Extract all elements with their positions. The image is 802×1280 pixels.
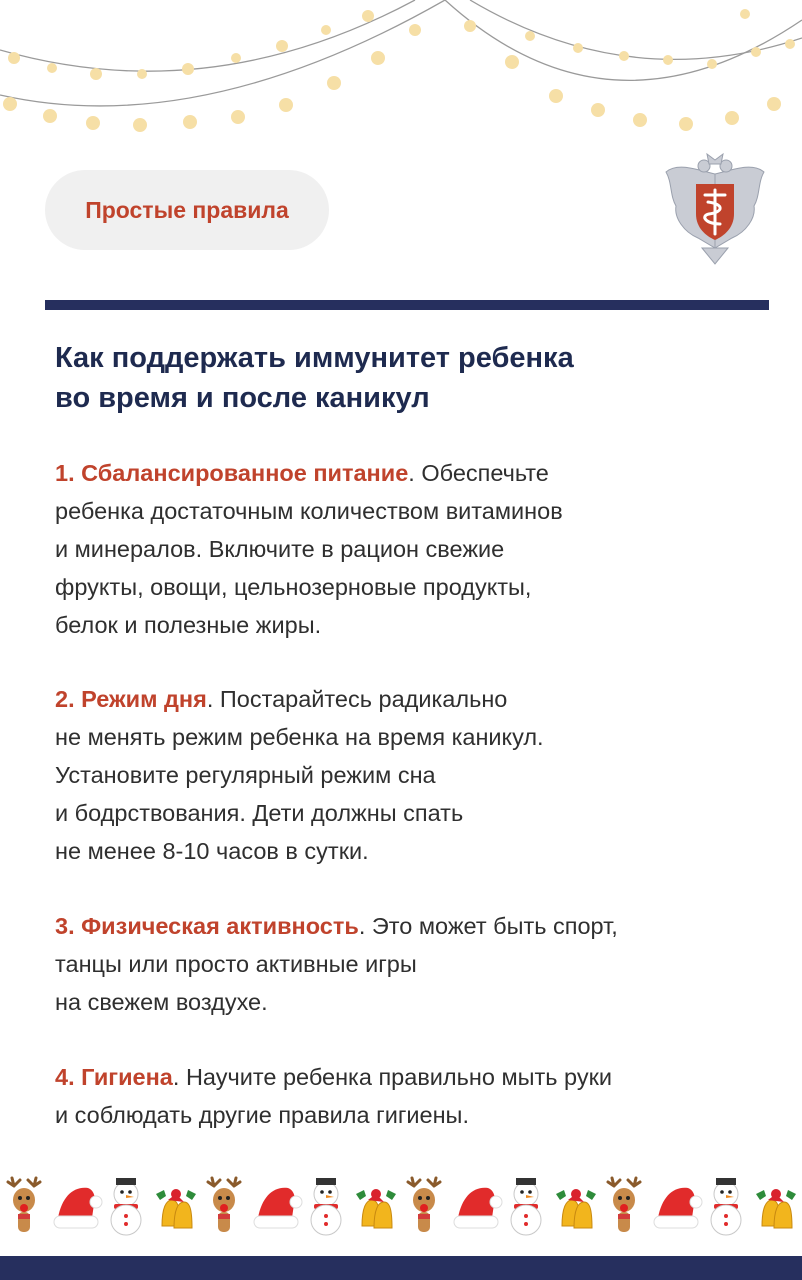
tip-text-line: не менять режим ребенка на время каникул. [55, 724, 544, 750]
santa-hat-icon [454, 1188, 502, 1228]
tip-first-line [55, 907, 795, 945]
tip-text-line: не менее 8-10 часов в сутки. [55, 838, 369, 864]
category-badge-label: Простые правила [85, 196, 289, 223]
bells-icon [156, 1189, 196, 1228]
tip-text-line: танцы или просто активные игры [55, 951, 417, 977]
tip-text: . Постарайтесь радикально [206, 686, 508, 712]
tip-text-line: Установите регулярный режим сна [55, 762, 436, 788]
tip-text-line: белок и полезные жиры. [55, 612, 322, 638]
bells-icon [556, 1189, 596, 1228]
santa-hat-icon [654, 1188, 702, 1228]
tip-first-line [55, 454, 795, 492]
santa-hat-icon [254, 1188, 302, 1228]
tip-text-line: фрукты, овощи, цельнозерновые продукты, [55, 574, 532, 600]
tip-hygiene [55, 1058, 795, 1134]
tip-text-line: и соблюдать другие правила гигиены. [55, 1102, 469, 1128]
tip-text-line: ребенка достаточным количеством витаминов [55, 498, 563, 524]
tip-heading: 3. Физическая активность [55, 913, 359, 939]
garland-lights-decoration [0, 0, 802, 150]
tip-text: . Научите ребенка правильно мыть руки [172, 1064, 613, 1090]
bells-icon [756, 1189, 796, 1228]
tip-text-line: и бодрствования. Дети должны спать [55, 800, 464, 826]
tip-heading: 2. Режим дня [55, 686, 207, 712]
tip-daily-routine [55, 680, 795, 870]
tip-heading: 4. Гигиена [55, 1064, 173, 1090]
page-title [55, 338, 775, 418]
tip-physical-activity [55, 907, 795, 1021]
page-title-line-1: Как поддержать иммунитет ребенка [55, 342, 574, 374]
divider-bar [45, 300, 769, 310]
reindeer-icon [408, 1178, 440, 1232]
snowman-icon [511, 1178, 541, 1235]
tip-first-line [55, 680, 795, 718]
snowman-icon [111, 1178, 141, 1235]
reindeer-icon [208, 1178, 240, 1232]
snowman-icon [311, 1178, 341, 1235]
tip-text: . Обеспечьте [408, 460, 549, 486]
tip-balanced-nutrition [55, 454, 795, 644]
snowman-icon [711, 1178, 741, 1235]
ministry-of-health-emblem-icon [662, 152, 768, 266]
reindeer-icon [8, 1178, 40, 1232]
tip-text-line: и минералов. Включите в рацион свежие [55, 536, 505, 562]
tip-first-line [55, 1058, 795, 1096]
page-title-line-2: во время и после каникул [55, 382, 430, 414]
tip-heading: 1. Сбалансированное питание [55, 460, 409, 486]
reindeer-icon [608, 1178, 640, 1232]
category-badge [45, 170, 329, 250]
tip-text-line: на свежем воздухе. [55, 989, 268, 1015]
bells-icon [356, 1189, 396, 1228]
tip-text: . Это может быть спорт, [358, 913, 618, 939]
holiday-icons-border [0, 1166, 802, 1246]
footer-bar [0, 1256, 802, 1280]
santa-hat-icon [54, 1188, 102, 1228]
